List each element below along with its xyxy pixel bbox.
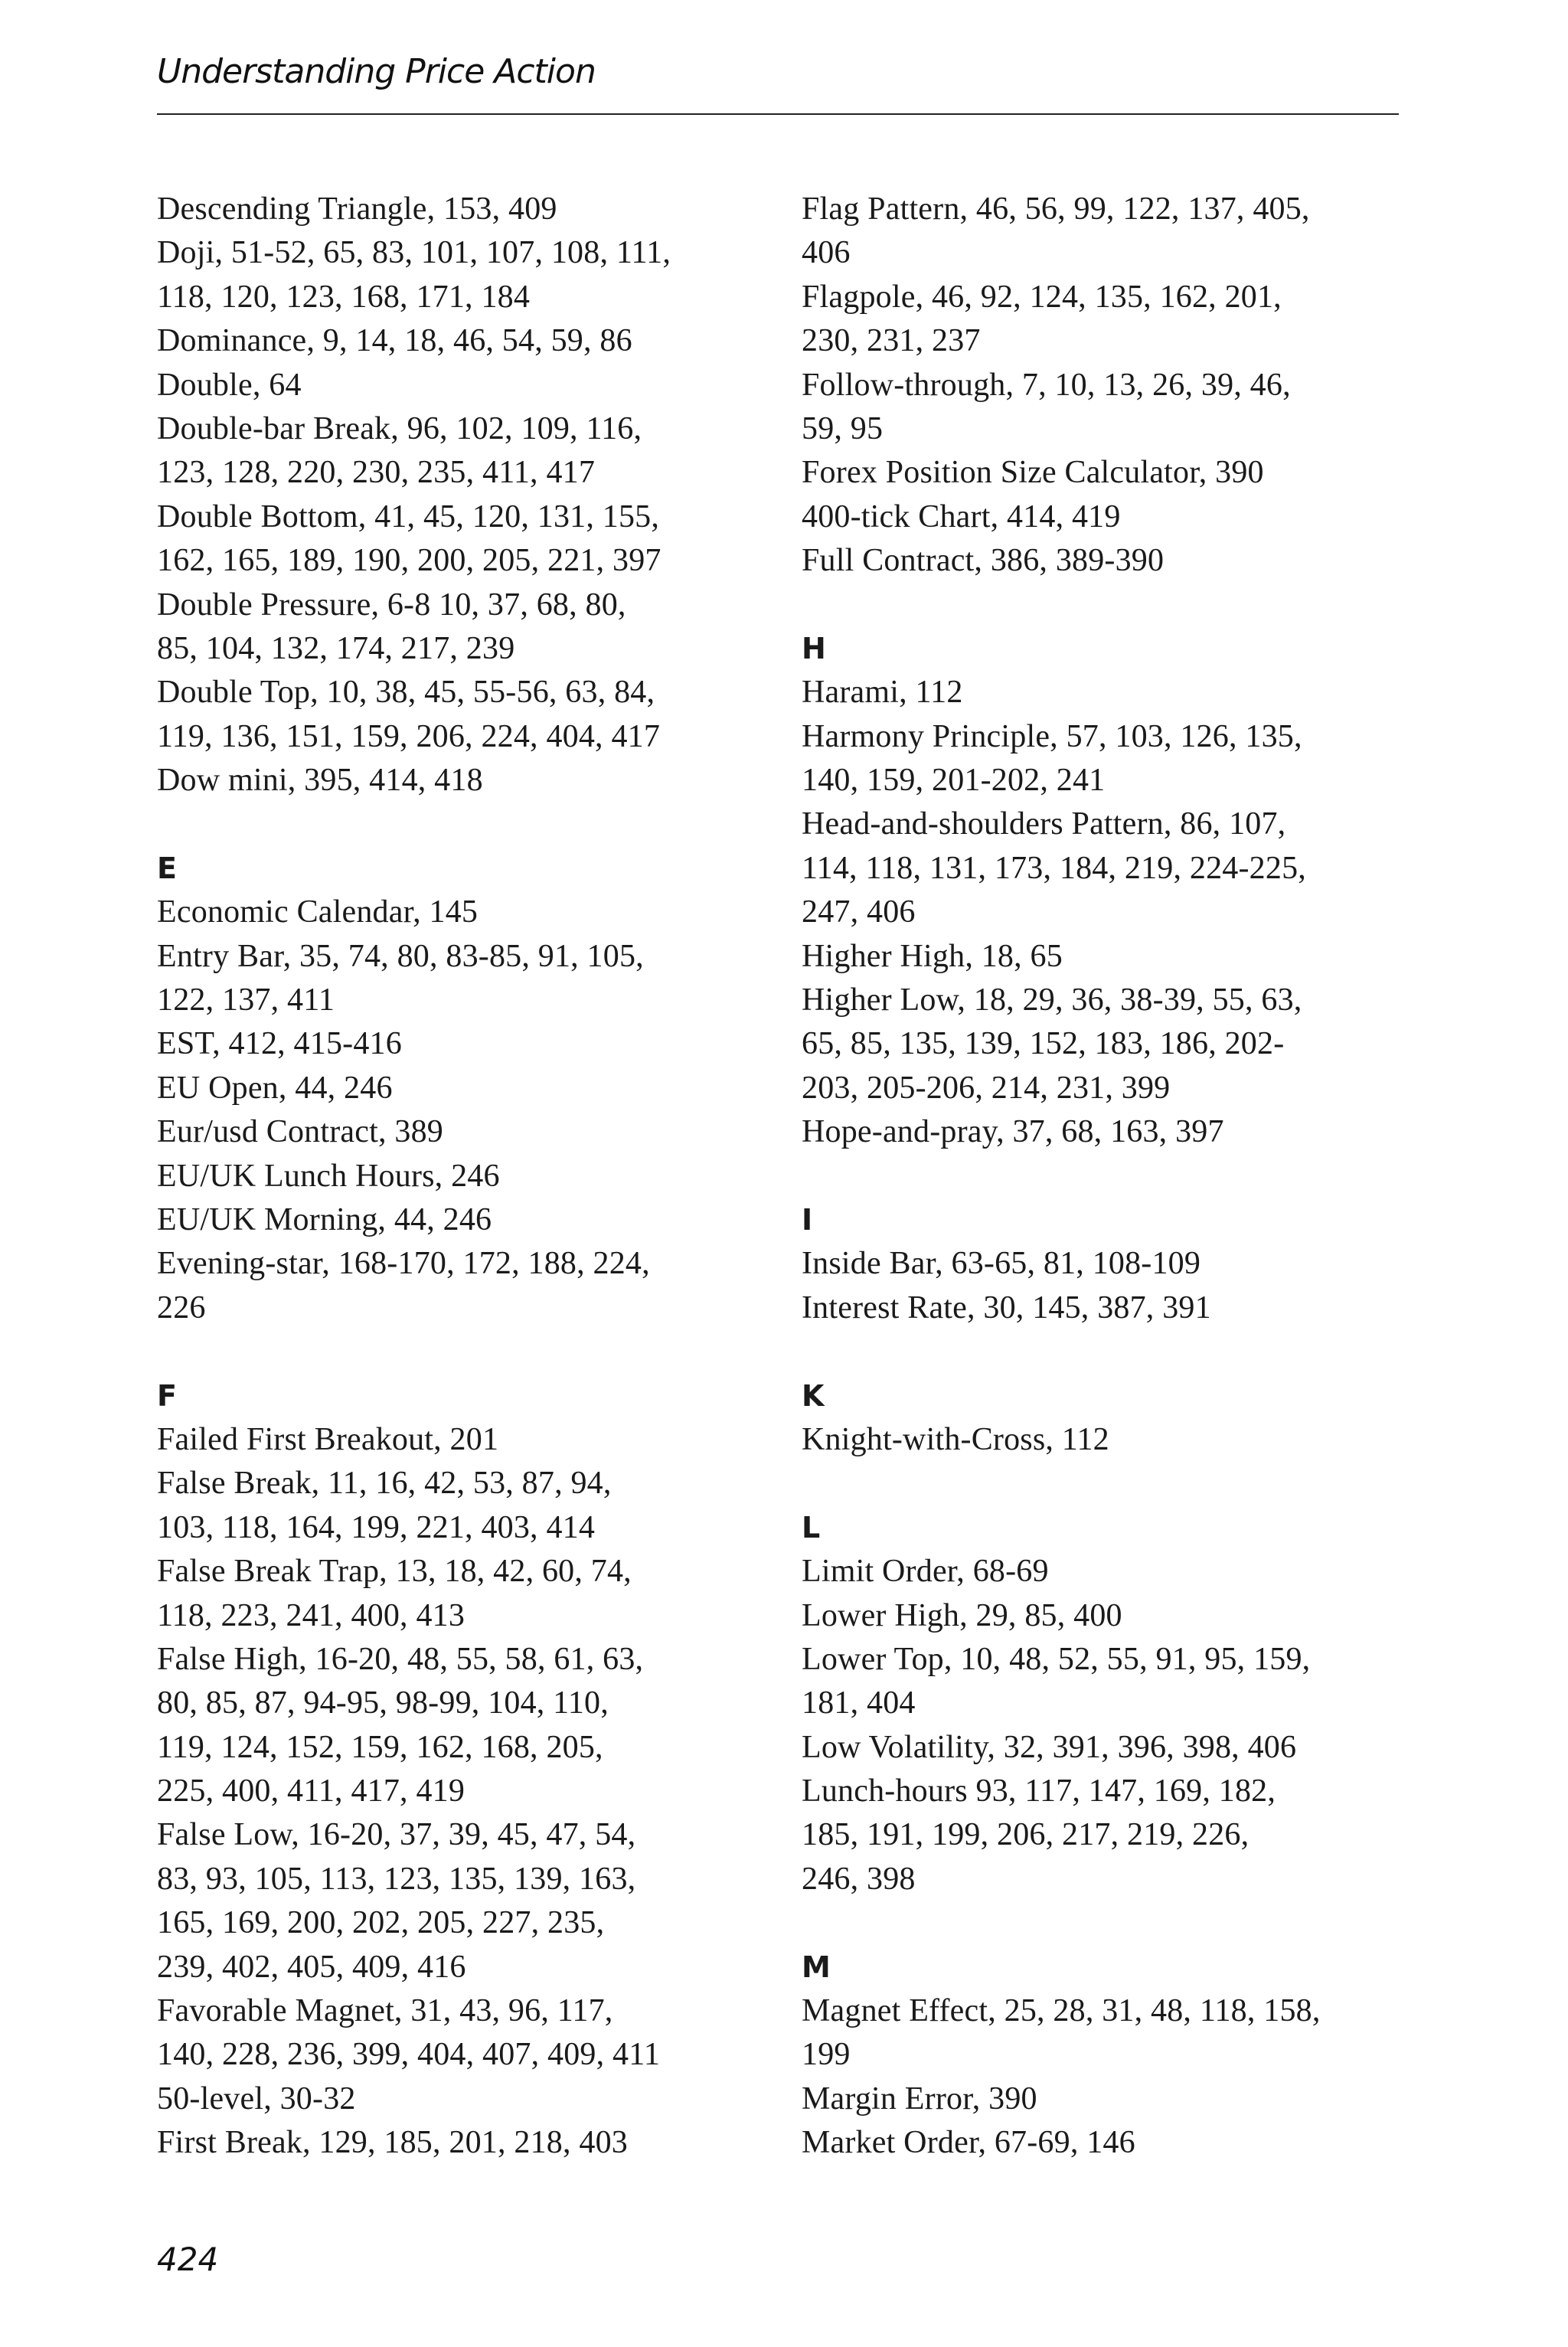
index-section-l <box>802 1506 1414 1902</box>
index-entry-line: 122, 137, 411 <box>157 982 335 1018</box>
index-entry-line: Lower High, 29, 85, 400 <box>802 1597 1122 1633</box>
index-entry-line: EU/UK Lunch Hours, 246 <box>157 1158 500 1194</box>
index-entry-line: Double Pressure, 6-8 10, 37, 68, 80, <box>157 587 626 623</box>
index-entry-line: Harami, 112 <box>802 675 963 711</box>
index-entry-line: 162, 165, 189, 190, 200, 205, 221, 397 <box>157 543 662 579</box>
index-entry-line: Higher High, 18, 65 <box>802 938 1063 974</box>
index-entry-line: Economic Calendar, 145 <box>157 894 479 930</box>
index-column-right <box>802 188 1414 2166</box>
index-entry-line: 119, 136, 151, 159, 206, 224, 404, 417 <box>157 718 661 754</box>
index-entry-line: 59, 95 <box>802 410 884 446</box>
index-entry-line: Flag Pattern, 46, 56, 99, 122, 137, 405, <box>802 191 1310 227</box>
index-entry-line: Magnet Effect, 25, 28, 31, 48, 118, 158, <box>802 1993 1321 2029</box>
index-entry-line: Inside Bar, 63-65, 81, 108-109 <box>802 1246 1201 1282</box>
index-entry-line: 83, 93, 105, 113, 123, 135, 139, 163, <box>157 1861 636 1897</box>
index-entry-line: 118, 120, 123, 168, 171, 184 <box>157 279 531 315</box>
index-entry-line: 226 <box>157 1290 206 1325</box>
index-section-continued <box>802 188 1414 583</box>
index-entry-line: False Break, 11, 16, 42, 53, 87, 94, <box>157 1466 612 1502</box>
index-entry-line: 246, 398 <box>802 1861 916 1897</box>
index-letter-heading: E <box>157 851 177 885</box>
index-entry-line: Knight-with-Cross, 112 <box>802 1421 1109 1457</box>
index-entry-line: 230, 231, 237 <box>802 323 981 359</box>
index-entry-line: 119, 124, 152, 159, 162, 168, 205, <box>157 1729 603 1765</box>
index-entry-line: Dominance, 9, 14, 18, 46, 54, 59, 86 <box>157 323 632 359</box>
index-entry-line: 181, 404 <box>802 1685 916 1721</box>
index-section-h <box>802 627 1414 1155</box>
index-entry-line: False High, 16-20, 48, 55, 58, 61, 63, <box>157 1641 644 1677</box>
index-entry-line: Double, 64 <box>157 367 302 403</box>
index-entry-line: Head-and-shoulders Pattern, 86, 107, <box>802 806 1286 842</box>
index-entry-line: 123, 128, 220, 230, 235, 411, 417 <box>157 455 596 491</box>
index-entry-line: Lower Top, 10, 48, 52, 55, 91, 95, 159, <box>802 1641 1311 1677</box>
index-entry-line: Limit Order, 68-69 <box>802 1554 1049 1590</box>
index-letter-heading: L <box>802 1510 821 1545</box>
index-entry-line: 65, 85, 135, 139, 152, 183, 186, 202- <box>802 1026 1285 1062</box>
index-entry-line: 114, 118, 131, 173, 184, 219, 224-225, <box>802 850 1306 886</box>
index-entry-line: 406 <box>802 235 851 271</box>
index-section-continued <box>157 188 769 802</box>
index-entry-line: Eur/usd Contract, 389 <box>157 1114 443 1150</box>
index-entry-line: 118, 223, 241, 400, 413 <box>157 1597 466 1633</box>
index-entry-line: Flagpole, 46, 92, 124, 135, 162, 201, <box>802 279 1282 315</box>
index-section-e <box>157 847 769 1330</box>
index-entry-line: Higher Low, 18, 29, 36, 38-39, 55, 63, <box>802 982 1302 1018</box>
index-letter-heading: F <box>157 1378 177 1413</box>
index-entry-line: Descending Triangle, 153, 409 <box>157 191 557 227</box>
index-entry-line: 247, 406 <box>802 894 916 930</box>
index-entry-line: Forex Position Size Calculator, 390 <box>802 455 1264 491</box>
index-entry-line: 239, 402, 405, 409, 416 <box>157 1949 466 1985</box>
index-entry-line: Double-bar Break, 96, 102, 109, 116, <box>157 410 642 446</box>
index-letter-heading: I <box>802 1202 813 1237</box>
index-entry-line: EU/UK Morning, 44, 246 <box>157 1201 492 1237</box>
index-entry-line: 225, 400, 411, 417, 419 <box>157 1773 466 1809</box>
index-entry-line: EST, 412, 415-416 <box>157 1026 402 1062</box>
index-entry-line: 103, 118, 164, 199, 221, 403, 414 <box>157 1509 596 1545</box>
index-entry-line: 185, 191, 199, 206, 217, 219, 226, <box>802 1817 1250 1853</box>
index-letter-heading: H <box>802 631 826 665</box>
index-entry-line: 165, 169, 200, 202, 205, 227, 235, <box>157 1905 605 1941</box>
index-entry-line: 203, 205-206, 214, 231, 399 <box>802 1070 1171 1106</box>
index-section-f <box>157 1375 769 2166</box>
index-section-m <box>802 1946 1414 2166</box>
index-entry-line: Lunch-hours 93, 117, 147, 169, 182, <box>802 1773 1276 1809</box>
index-entry-line: Full Contract, 386, 389-390 <box>802 543 1165 579</box>
index-entry-line: 140, 159, 201-202, 241 <box>802 763 1106 799</box>
index-entry-line: False Break Trap, 13, 18, 42, 60, 74, <box>157 1554 632 1590</box>
page-number: 424 <box>157 2241 219 2278</box>
index-entry-line: First Break, 129, 185, 201, 218, 403 <box>157 2125 629 2161</box>
index-entry-line: 140, 228, 236, 399, 404, 407, 409, 411 <box>157 2037 661 2073</box>
index-entry-line: Favorable Magnet, 31, 43, 96, 117, <box>157 1993 613 2029</box>
header-rule <box>157 113 1399 115</box>
index-entry-line: Follow-through, 7, 10, 13, 26, 39, 46, <box>802 367 1291 403</box>
index-entry-line: Interest Rate, 30, 145, 387, 391 <box>802 1290 1211 1325</box>
index-letter-heading: M <box>802 1950 831 1984</box>
index-section-k <box>802 1375 1414 1463</box>
index-letter-heading: K <box>802 1378 825 1413</box>
index-entry-line: Dow mini, 395, 414, 418 <box>157 763 483 799</box>
index-column-left <box>157 188 769 2166</box>
index-entry-line: Low Volatility, 32, 391, 396, 398, 406 <box>802 1729 1297 1765</box>
index-entry-line: False Low, 16-20, 37, 39, 45, 47, 54, <box>157 1817 636 1853</box>
index-entry-line: 50-level, 30-32 <box>157 2081 356 2117</box>
index-entry-line: 199 <box>802 2037 851 2073</box>
index-section-i <box>802 1198 1414 1330</box>
index-entry-line: Doji, 51-52, 65, 83, 101, 107, 108, 111, <box>157 235 671 271</box>
running-head-title: Understanding Price Action <box>157 52 596 91</box>
index-entry-line: Hope-and-pray, 37, 68, 163, 397 <box>802 1114 1224 1150</box>
index-entry-line: Evening-star, 168-170, 172, 188, 224, <box>157 1246 650 1282</box>
index-entry-line: Margin Error, 390 <box>802 2081 1037 2117</box>
index-entry-line: Harmony Principle, 57, 103, 126, 135, <box>802 718 1302 754</box>
index-entry-line: 400-tick Chart, 414, 419 <box>802 498 1121 534</box>
index-entry-line: Market Order, 67-69, 146 <box>802 2125 1135 2161</box>
index-entry-line: Entry Bar, 35, 74, 80, 83-85, 91, 105, <box>157 938 644 974</box>
index-entry-line: Failed First Breakout, 201 <box>157 1421 499 1457</box>
index-entry-line: 85, 104, 132, 174, 217, 239 <box>157 630 515 666</box>
index-entry-line: 80, 85, 87, 94-95, 98-99, 104, 110, <box>157 1685 609 1721</box>
index-entry-line: Double Bottom, 41, 45, 120, 131, 155, <box>157 498 660 534</box>
index-entry-line: EU Open, 44, 246 <box>157 1070 393 1106</box>
index-entry-line: Double Top, 10, 38, 45, 55-56, 63, 84, <box>157 675 655 711</box>
